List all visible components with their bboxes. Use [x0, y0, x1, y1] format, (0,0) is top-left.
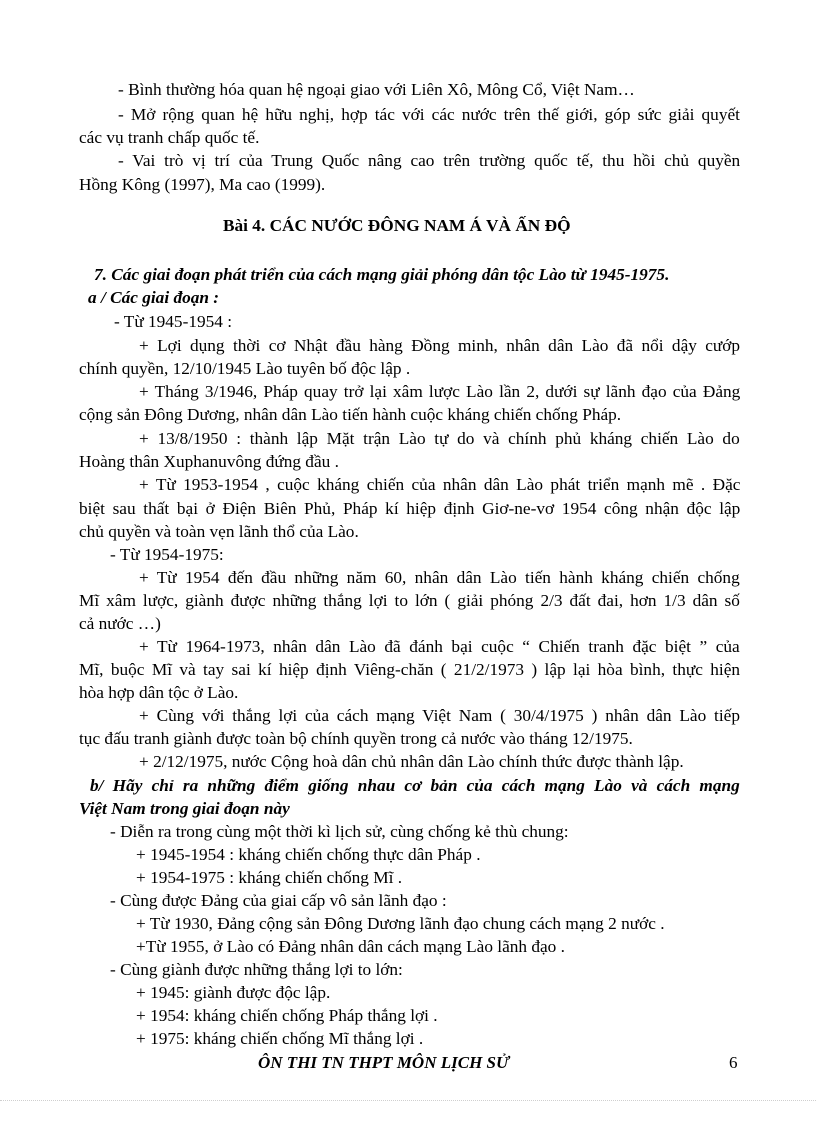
text-line: + 2/12/1975, nước Cộng hoà dân chủ nhân dân Lào chính thức được thành lập.	[139, 752, 684, 771]
text-line: + Tháng 3/1946, Pháp quay trở lại xâm lược Lào lần 2, dưới sự lãnh đạo của Đảng	[139, 382, 741, 401]
text-line: + Từ 1954 đến đầu những năm 60, nhân dân Lào tiến hành kháng chiến chống	[139, 568, 740, 587]
text-line: Mĩ xâm lược, giành được những thắng lợi to lớn ( giải phóng 2/3 đất đai, hơn 1/3 dân số	[79, 591, 740, 610]
text-line: Mĩ, buộc Mĩ và tay sai kí hiệp định Viêng-chăn ( 21/2/1973 ) lập lại hòa bình, thực hiện	[79, 660, 741, 679]
text-line: hòa hợp dân tộc ở Lào.	[79, 683, 239, 702]
text-line: các vụ tranh chấp quốc tế.	[79, 128, 260, 147]
text-line: chính quyền, 12/10/1945 Lào tuyên bố độc lập .	[79, 359, 411, 378]
text-line: chủ quyền và toàn vẹn lãnh thổ của Lào.	[79, 522, 359, 541]
text-line: biệt sau thất bại ở Điện Biên Phủ, Pháp kí hiệp định Giơ-ne-vơ 1954 công nhận độc lập	[79, 499, 741, 518]
text-line: + Từ 1964-1973, nhân dân Lào đã đánh bại cuộc “ Chiến tranh đặc biệt ” của	[139, 637, 740, 656]
text-line: - Từ 1954-1975:	[110, 545, 224, 564]
text-line: + 1975: kháng chiến chống Mĩ thắng lợi .	[136, 1029, 424, 1048]
text-line: + 1945: giành được độc lập.	[136, 983, 331, 1002]
text-line: cả nước …)	[79, 614, 161, 633]
text-line: tục đấu tranh giành được toàn bộ chính quyền trong cả nước vào tháng 12/1975.	[79, 729, 633, 748]
text-line: - Bình thường hóa quan hệ ngoại giao với Liên Xô, Mông Cổ, Việt Nam…	[118, 80, 635, 99]
text-line: - Vai trò vị trí của Trung Quốc nâng cao trên trường quốc tế, thu hồi chủ quyền	[118, 151, 741, 170]
subheading-line: b/ Hãy chỉ ra những điểm giống nhau cơ bản của cách mạng Lào và cách mạng	[90, 776, 740, 795]
text-line: - Mở rộng quan hệ hữu nghị, hợp tác với các nước trên thế giới, góp sức giải quyết	[118, 105, 740, 124]
text-line: cộng sản Đông Dương, nhân dân Lào tiến hành cuộc kháng chiến chống Pháp.	[79, 405, 622, 424]
footer-title: ÔN THI TN THPT MÔN LỊCH SỬ	[258, 1053, 510, 1072]
text-line: + Lợi dụng thời cơ Nhật đầu hàng Đồng minh, nhân dân Lào đã nổi dậy cướp	[139, 336, 741, 355]
text-line: - Diễn ra trong cùng một thời kì lịch sử, cùng chống kẻ thù chung:	[110, 822, 569, 841]
text-line: Hồng Kông (1997), Ma cao (1999).	[79, 175, 326, 194]
text-line: - Từ 1945-1954 :	[114, 312, 233, 331]
text-line: + 13/8/1950 : thành lập Mặt trận Lào tự do và chính phủ kháng chiến Lào do	[139, 429, 740, 448]
text-line: + Từ 1953-1954 , cuộc kháng chiến của nhân dân Lào phát triển mạnh mẽ . Đặc	[139, 475, 741, 494]
text-line: Hoàng thân Xuphanuvông đứng đầu .	[79, 452, 339, 471]
text-line: + Cùng với thắng lợi của cách mạng Việt Nam ( 30/4/1975 ) nhân dân Lào tiếp	[139, 706, 740, 725]
page-number: 6	[729, 1053, 738, 1072]
text-line: + 1954: kháng chiến chống Pháp thắng lợi .	[136, 1006, 438, 1025]
section-heading: Bài 4. CÁC NƯỚC ĐÔNG NAM Á VÀ ẤN ĐỘ	[223, 216, 571, 235]
text-line: - Cùng giành được những thắng lợi to lớn:	[110, 960, 403, 979]
text-line: + 1945-1954 : kháng chiến chống thực dân Pháp .	[136, 845, 481, 864]
text-line: +Từ 1955, ở Lào có Đảng nhân dân cách mạng Lào lãnh đạo .	[136, 937, 565, 956]
subheading-line: Việt Nam trong giai đoạn này	[79, 799, 290, 818]
page-bottom-border	[0, 1100, 816, 1101]
text-line: + Từ 1930, Đảng cộng sản Đông Dương lãnh đạo chung cách mạng 2 nước .	[136, 914, 665, 933]
text-line: - Cùng được Đảng của giai cấp vô sản lãnh đạo :	[110, 891, 447, 910]
text-line: + 1954-1975 : kháng chiến chống Mĩ .	[136, 868, 403, 887]
subheading-line: 7. Các giai đoạn phát triển của cách mạng giải phóng dân tộc Lào từ 1945-1975.	[94, 265, 670, 284]
subheading-line: a / Các giai đoạn :	[88, 288, 220, 307]
